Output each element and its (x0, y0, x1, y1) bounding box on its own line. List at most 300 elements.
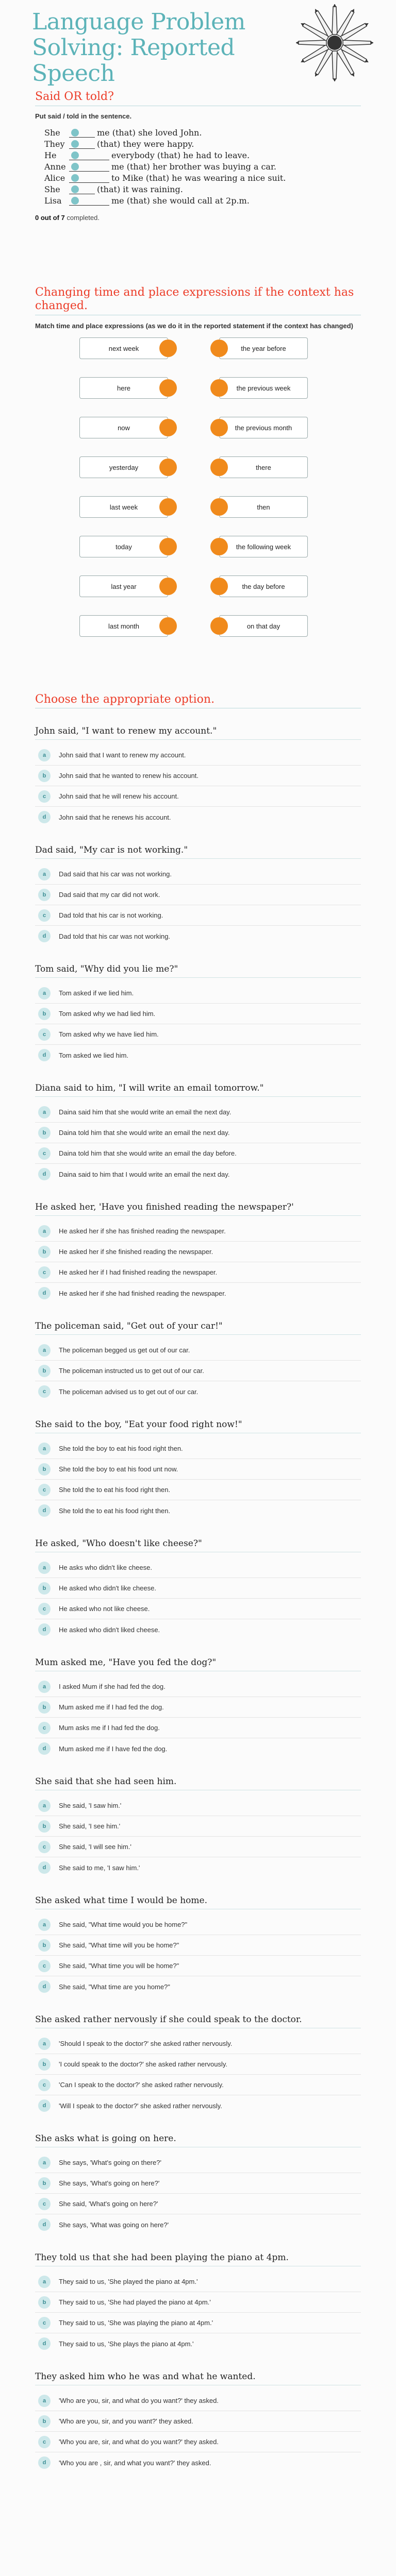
question-prompt: Dad said, "My car is not working." (35, 845, 188, 855)
question-prompt: Tom said, "Why did you lie me?" (35, 964, 178, 974)
option-list (35, 2153, 361, 2235)
page-title: Language Problem Solving: Reported Speech (32, 9, 245, 87)
option-list (35, 1914, 361, 1997)
option-text: The policeman advised us to get out of our car. (59, 1387, 199, 1396)
option-letter-badge[interactable]: b (38, 2296, 51, 2309)
option-letter-badge[interactable]: c (38, 1147, 51, 1160)
option-text: He asks who didn't like cheese. (59, 1564, 152, 1571)
option-text: Daina said to him that I would write an email the next day. (59, 1170, 230, 1178)
match-right-item[interactable]: the day before (219, 575, 308, 597)
option-letter-badge[interactable]: a (38, 1800, 51, 1812)
answer-option[interactable] (35, 1500, 361, 1521)
option-letter-badge[interactable]: b (38, 1820, 51, 1833)
gapfill-heading: Said OR told? (35, 90, 114, 103)
option-letter-badge[interactable]: b (38, 1008, 51, 1020)
answer-option[interactable] (35, 1164, 361, 1184)
option-letter-badge[interactable]: c (38, 2079, 51, 2091)
match-connector-dot[interactable] (159, 538, 177, 555)
answer-option[interactable] (35, 766, 361, 786)
option-letter-badge[interactable]: a (38, 2157, 51, 2169)
option-letter-badge[interactable]: a (38, 868, 51, 880)
mcq-section (0, 693, 396, 2473)
option-letter-badge[interactable]: a (38, 987, 51, 999)
option-text: She told the boy to eat his food right then. (59, 1445, 183, 1452)
match-right-item[interactable]: there (219, 456, 308, 478)
option-letter-badge[interactable]: c (38, 2198, 51, 2210)
match-left-item[interactable]: last month (79, 615, 168, 637)
gap-rest: me (that) she loved John. (97, 128, 202, 138)
matching-heading: Changing time and place expressions if the context has changed. (35, 286, 354, 312)
answer-option[interactable] (35, 2194, 361, 2214)
option-letter-badge[interactable]: c (38, 1028, 51, 1041)
option-letter-badge[interactable]: b (38, 2415, 51, 2428)
option-text: 'Will I speak to the doctor?' she asked rather nervously. (59, 2102, 222, 2110)
option-letter-badge[interactable]: a (38, 1681, 51, 1693)
option-letter-badge[interactable]: d (38, 1861, 51, 1874)
option-letter-badge[interactable]: d (38, 1287, 51, 1299)
option-text: She said, 'I see him.' (59, 1822, 121, 1830)
drag-handle-icon[interactable] (71, 129, 79, 137)
option-list (35, 745, 361, 827)
pencil-fan-illustration (296, 4, 373, 81)
question-block (35, 1083, 361, 1184)
option-letter-badge[interactable]: b (38, 770, 51, 782)
option-letter-badge[interactable]: d (38, 2218, 51, 2231)
option-letter-badge[interactable]: a (38, 749, 51, 761)
question-block (35, 964, 361, 1065)
option-text: 'Can I speak to the doctor?' she asked rather nervously. (59, 2081, 224, 2089)
match-connector-dot[interactable] (159, 578, 177, 595)
answer-option[interactable] (35, 1123, 361, 1143)
option-text: He asked who didn't like cheese. (59, 1584, 156, 1592)
option-letter-badge[interactable]: d (38, 1168, 51, 1180)
option-text: Tom asked we lied him. (59, 1051, 129, 1059)
match-left-item[interactable]: today (79, 536, 168, 557)
option-list (35, 983, 361, 1065)
question-prompt: She asked what time I would be home. (35, 1895, 207, 1906)
option-text: Tom asked if we lied him. (59, 989, 134, 997)
answer-option[interactable] (35, 926, 361, 946)
option-letter-badge[interactable]: c (38, 2436, 51, 2448)
option-list (35, 1438, 361, 1521)
match-connector-dot[interactable] (210, 617, 228, 635)
option-text: He asked her if she has finished reading the newspaper. (59, 1227, 226, 1235)
option-text: 'Who you are , sir, and what you want?' they asked. (59, 2459, 211, 2467)
option-text: Mum asks me if I had fed the dog. (59, 1724, 160, 1732)
divider (35, 1096, 361, 1097)
match-left-item[interactable]: last year (79, 575, 168, 597)
answer-option[interactable] (35, 2313, 361, 2333)
question-prompt: She asks what is going on here. (35, 2133, 176, 2144)
gap-drop-slot[interactable] (69, 185, 95, 194)
match-connector-dot[interactable] (210, 459, 228, 476)
option-text: 'I could speak to the doctor?' she asked rather nervously. (59, 2060, 228, 2068)
question-block (35, 1776, 361, 1878)
option-text: John said that he wanted to renew his account. (59, 772, 199, 779)
option-letter-badge[interactable]: d (38, 2456, 51, 2469)
option-text: 'Who are you, sir, and you want?' they asked. (59, 2417, 193, 2425)
answer-option[interactable] (35, 1619, 361, 1640)
option-text: She said, "What time you will be home?" (59, 1962, 179, 1970)
answer-option[interactable] (35, 1459, 361, 1480)
gap-rest: to Mike (that) he was wearing a nice suit. (111, 173, 286, 183)
option-list (35, 1795, 361, 1878)
answer-option[interactable] (35, 2411, 361, 2432)
option-letter-badge[interactable]: a (38, 1344, 51, 1357)
option-letter-badge[interactable]: a (38, 1919, 51, 1931)
gap-rest: everybody (that) he had to leave. (111, 150, 250, 160)
option-text: 'Who you are, sir, and what do you want?' they asked. (59, 2438, 219, 2446)
gap-subject: Anne (44, 162, 66, 172)
option-letter-badge[interactable]: c (38, 1841, 51, 1853)
drag-handle-icon[interactable] (71, 197, 79, 205)
divider (35, 1215, 361, 1216)
question-prompt: The policeman said, "Get out of your car!" (35, 1321, 223, 1331)
option-text: She says, 'What's going on there?' (59, 2159, 161, 2166)
question-prompt: She said to the boy, "Eat your food right now!" (35, 1419, 242, 1430)
match-connector-dot[interactable] (159, 498, 177, 516)
answer-option[interactable] (35, 2214, 361, 2235)
answer-option[interactable] (35, 983, 361, 1004)
answer-option[interactable] (35, 1480, 361, 1500)
drag-handle-icon[interactable] (71, 185, 79, 193)
match-right-item[interactable]: on that day (219, 615, 308, 637)
option-letter-badge[interactable]: c (38, 1484, 51, 1496)
match-connector-dot[interactable] (210, 379, 228, 397)
option-text: Daina told him that she would write an email the day before. (59, 1149, 237, 1157)
answer-option[interactable] (35, 1738, 361, 1759)
answer-option[interactable] (35, 786, 361, 807)
gap-drop-slot[interactable] (69, 197, 109, 206)
option-letter-badge[interactable]: d (38, 2099, 51, 2112)
question-block (35, 845, 361, 946)
option-letter-badge[interactable]: b (38, 1127, 51, 1139)
gap-subject: He (44, 150, 57, 160)
question-prompt: Mum asked me, "Have you fed the dog?" (35, 1657, 217, 1668)
answer-option[interactable] (35, 1697, 361, 1718)
option-letter-badge[interactable]: d (38, 811, 51, 823)
option-text: Dad told that his car was not working. (59, 932, 171, 940)
option-text: John said that I want to renew my account. (59, 751, 186, 759)
option-text: John said that he renews his account. (59, 813, 171, 821)
gap-rest: me (that) her brother was buying a car. (111, 162, 276, 172)
answer-option[interactable] (35, 1599, 361, 1619)
gapfill-score (35, 214, 361, 222)
answer-option[interactable] (35, 1557, 361, 1578)
option-letter-badge[interactable]: b (38, 1246, 51, 1258)
option-text: She said, "What time will you be home?" (59, 1941, 179, 1949)
answer-option[interactable] (35, 2173, 361, 2194)
answer-option[interactable] (35, 1381, 361, 1402)
gapfill-section (0, 90, 396, 286)
answer-option[interactable] (35, 2333, 361, 2354)
gapfill-instruction: Put said / told in the sentence. (35, 112, 132, 120)
gap-drop-slot[interactable] (69, 140, 95, 149)
gap-drop-slot[interactable] (69, 174, 109, 183)
answer-option[interactable] (35, 2272, 361, 2292)
option-text: He asked who didn't liked cheese. (59, 1625, 160, 1634)
match-left-item[interactable]: now (79, 417, 168, 438)
option-letter-badge[interactable]: d (38, 1623, 51, 1636)
option-text: She said, "What time would you be home?" (59, 1921, 188, 1928)
option-text: Daina said him that she would write an email the next day. (59, 1108, 232, 1116)
option-text: John said that he will renew his account. (59, 792, 179, 800)
match-connector-dot[interactable] (210, 538, 228, 555)
option-text: Mum asked me if I had fed the dog. (59, 1703, 164, 1711)
answer-option[interactable] (35, 1262, 361, 1283)
option-text: Dad told that his car is not working. (59, 911, 163, 919)
match-right-item[interactable]: then (219, 496, 308, 518)
question-block (35, 2133, 361, 2235)
option-letter-badge[interactable]: c (38, 1385, 51, 1398)
option-list (35, 1676, 361, 1759)
answer-option[interactable] (35, 905, 361, 926)
answer-option[interactable] (35, 1578, 361, 1599)
gap-subject: Alice (44, 173, 65, 183)
divider (35, 977, 361, 978)
answer-option[interactable] (35, 2054, 361, 2075)
match-connector-dot[interactable] (159, 419, 177, 436)
option-letter-badge[interactable]: a (38, 1443, 51, 1455)
match-connector-dot[interactable] (159, 459, 177, 476)
option-letter-badge[interactable]: d (38, 1980, 51, 1993)
divider (35, 858, 361, 859)
question-prompt: They told us that she had been playing the piano at 4pm. (35, 2252, 289, 2263)
match-connector-dot[interactable] (210, 419, 228, 436)
gap-drop-slot[interactable] (69, 151, 109, 160)
option-letter-badge[interactable]: b (38, 2058, 51, 2071)
gap-subject: They (44, 139, 65, 149)
match-connector-dot[interactable] (159, 379, 177, 397)
gap-rest: (that) they were happy. (97, 139, 194, 149)
match-left-item[interactable]: here (79, 377, 168, 399)
option-list (35, 2033, 361, 2116)
option-letter-badge[interactable]: b (38, 1701, 51, 1714)
option-letter-badge[interactable]: c (38, 1603, 51, 1615)
option-list (35, 1102, 361, 1184)
option-letter-badge[interactable]: a (38, 1225, 51, 1238)
answer-option[interactable] (35, 2153, 361, 2173)
answer-option[interactable] (35, 2095, 361, 2116)
answer-option[interactable] (35, 2292, 361, 2313)
matching-section (0, 286, 396, 693)
match-right-item[interactable]: the previous month (219, 417, 308, 438)
option-text: He asked her if I had finished reading the newspaper. (59, 1268, 218, 1276)
divider (35, 1334, 361, 1335)
match-connector-dot[interactable] (210, 578, 228, 595)
question-prompt: They asked him who he was and what he wanted. (35, 2371, 256, 2382)
drag-handle-icon[interactable] (71, 174, 79, 182)
answer-option[interactable] (35, 1045, 361, 1065)
option-list (35, 1221, 361, 1303)
answer-option[interactable] (35, 2432, 361, 2452)
option-text: Tom asked why we had lied him. (59, 1010, 156, 1018)
option-list (35, 1557, 361, 1640)
option-text: He asked her if she finished reading the newspaper. (59, 1248, 213, 1256)
question-prompt: She asked rather nervously if she could speak to the doctor. (35, 2014, 302, 2025)
gap-subject: She (44, 184, 60, 194)
option-text: They said to us, 'She plays the piano at 4pm.' (59, 2340, 194, 2348)
drag-handle-icon[interactable] (71, 140, 79, 148)
gapfill-list (35, 127, 361, 207)
gap-rest: me (that) she would call at 2p.m. (111, 196, 250, 206)
option-letter-badge[interactable]: c (38, 2317, 51, 2329)
gap-drop-slot[interactable] (69, 129, 95, 138)
question-prompt: He asked her, 'Have you finished reading the newspaper?' (35, 1202, 294, 1212)
option-letter-badge[interactable]: c (38, 1266, 51, 1279)
question-block (35, 1895, 361, 1997)
gap-sentence (44, 173, 361, 184)
question-block (35, 1202, 361, 1303)
answer-option[interactable] (35, 1361, 361, 1381)
option-text: Dad said that his car was not working. (59, 870, 172, 878)
answer-option[interactable] (35, 1976, 361, 1997)
match-connector-dot[interactable] (210, 340, 228, 357)
answer-option[interactable] (35, 864, 361, 885)
option-letter-badge[interactable]: a (38, 1106, 51, 1118)
option-letter-badge[interactable]: b (38, 2177, 51, 2190)
answer-option[interactable] (35, 1956, 361, 1976)
question-block (35, 2371, 361, 2473)
option-text: She says, 'What was going on here?' (59, 2221, 169, 2229)
option-text: She said to me, 'I saw him.' (59, 1863, 140, 1872)
score-value: 0 out of 7 (35, 214, 65, 222)
answer-option[interactable] (35, 1914, 361, 1935)
divider (35, 739, 361, 740)
question-list (35, 726, 361, 2473)
answer-option[interactable] (35, 807, 361, 827)
answer-option[interactable] (35, 1438, 361, 1459)
option-text: The policeman begged us get out of our car. (59, 1346, 190, 1354)
question-block (35, 1657, 361, 1759)
option-text: 'Who are you, sir, and what do you want?' they asked. (59, 2397, 219, 2404)
option-letter-badge[interactable]: c (38, 909, 51, 922)
option-letter-badge[interactable]: b (38, 1939, 51, 1952)
answer-option[interactable] (35, 2391, 361, 2411)
question-block (35, 726, 361, 827)
gap-sentence (44, 184, 361, 195)
question-block (35, 1419, 361, 1521)
answer-option[interactable] (35, 885, 361, 905)
answer-option[interactable] (35, 1816, 361, 1837)
match-left-item[interactable]: next week (79, 337, 168, 359)
option-text: Dad said that my car did not work. (59, 891, 160, 899)
option-text: 'Should I speak to the doctor?' she asked rather nervously. (59, 2040, 233, 2047)
option-letter-badge[interactable]: d (38, 1504, 51, 1517)
option-text: She told the to eat his food right then. (59, 1486, 171, 1494)
gap-sentence (44, 161, 361, 173)
option-letter-badge[interactable]: a (38, 2038, 51, 2050)
option-text: Mum asked me if I have fed the dog. (59, 1744, 168, 1753)
option-letter-badge[interactable]: b (38, 889, 51, 901)
option-letter-badge[interactable]: d (38, 1049, 51, 1061)
option-list (35, 2391, 361, 2473)
option-text: She told the boy to eat his food unt now. (59, 1465, 178, 1473)
option-text: The policeman instructed us to get out of our car. (59, 1367, 204, 1375)
matching-instruction: Match time and place expressions (as we do it in the reported statement if the context has changed) (35, 322, 353, 330)
answer-option[interactable] (35, 1837, 361, 1857)
gap-sentence (44, 139, 361, 150)
question-block (35, 1538, 361, 1640)
answer-option[interactable] (35, 2075, 361, 2095)
question-prompt: He asked, "Who doesn't like cheese?" (35, 1538, 202, 1549)
option-text: Daina told him that she would write an email the next day. (59, 1129, 230, 1137)
answer-option[interactable] (35, 1935, 361, 1956)
option-text: She says, 'What's going on here?' (59, 2179, 160, 2187)
answer-option[interactable] (35, 1024, 361, 1045)
question-block (35, 2014, 361, 2116)
option-letter-badge[interactable]: d (38, 930, 51, 942)
header (0, 0, 396, 90)
answer-option[interactable] (35, 1221, 361, 1242)
answer-option[interactable] (35, 2033, 361, 2054)
option-letter-badge[interactable]: c (38, 790, 51, 803)
question-block (35, 2252, 361, 2354)
option-letter-badge[interactable]: b (38, 1365, 51, 1377)
match-right-item[interactable]: the previous week (219, 377, 308, 399)
option-text: They said to us, 'She was playing the piano at 4pm.' (59, 2319, 213, 2327)
match-left-item[interactable]: last week (79, 496, 168, 518)
option-text: He asked her if she had finished reading the newspaper. (59, 1289, 226, 1297)
gap-subject: She (44, 128, 60, 138)
option-letter-badge[interactable]: b (38, 1582, 51, 1595)
option-list (35, 864, 361, 946)
question-prompt: Diana said to him, "I will write an email tomorrow." (35, 1083, 264, 1093)
matching-board (35, 337, 361, 657)
match-right-item[interactable]: the year before (219, 337, 308, 359)
option-text: She said, 'I will see him.' (59, 1843, 131, 1851)
option-letter-badge[interactable]: d (38, 2337, 51, 2350)
answer-option[interactable] (35, 1102, 361, 1123)
option-letter-badge[interactable]: c (38, 1722, 51, 1734)
option-letter-badge[interactable]: c (38, 1960, 51, 1972)
option-text: I asked Mum if she had fed the dog. (59, 1683, 166, 1690)
gap-drop-slot[interactable] (69, 163, 109, 172)
option-letter-badge[interactable]: d (38, 1742, 51, 1755)
option-text: She said, "What time are you home?" (59, 1982, 170, 1991)
answer-option[interactable] (35, 745, 361, 766)
question-prompt: She said that she had seen him. (35, 1776, 177, 1787)
match-left-item[interactable]: yesterday (79, 456, 168, 478)
option-text: She said, 'I saw him.' (59, 1802, 122, 1809)
gap-sentence (44, 127, 361, 139)
option-letter-badge[interactable]: a (38, 2276, 51, 2288)
question-prompt: John said, "I want to renew my account." (35, 726, 217, 736)
match-right-item[interactable]: the following week (219, 536, 308, 557)
answer-option[interactable] (35, 1143, 361, 1164)
match-connector-dot[interactable] (210, 498, 228, 516)
answer-option[interactable] (35, 1004, 361, 1024)
answer-option[interactable] (35, 1718, 361, 1738)
answer-option[interactable] (35, 1242, 361, 1262)
match-connector-dot[interactable] (159, 340, 177, 357)
answer-option[interactable] (35, 1795, 361, 1816)
answer-option[interactable] (35, 1857, 361, 1878)
option-letter-badge[interactable]: a (38, 1562, 51, 1574)
option-letter-badge[interactable]: a (38, 2395, 51, 2407)
option-text: They said to us, 'She had played the piano at 4pm.' (59, 2298, 211, 2306)
answer-option[interactable] (35, 2452, 361, 2473)
gap-sentence (44, 195, 361, 207)
drag-handle-icon[interactable] (71, 163, 79, 171)
option-letter-badge[interactable]: b (38, 1463, 51, 1476)
answer-option[interactable] (35, 1676, 361, 1697)
answer-option[interactable] (35, 1340, 361, 1361)
mcq-heading: Choose the appropriate option. (35, 693, 215, 706)
drag-handle-icon[interactable] (71, 151, 79, 159)
answer-option[interactable] (35, 1283, 361, 1303)
match-connector-dot[interactable] (159, 617, 177, 635)
